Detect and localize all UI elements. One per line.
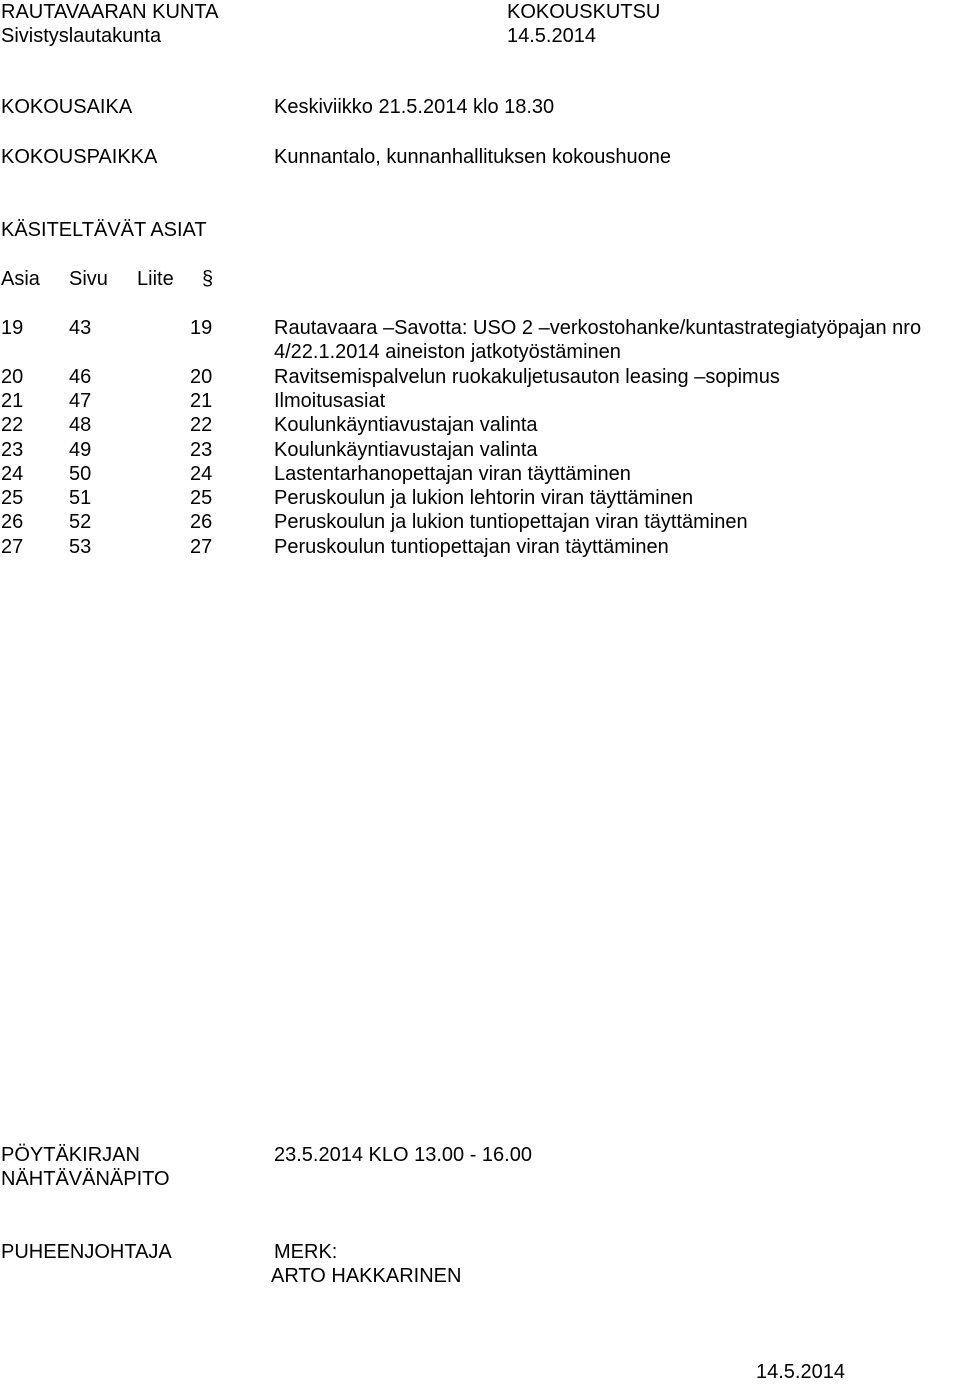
agenda-item-liite: 22 (190, 414, 213, 436)
agenda-item-sivu: 51 (69, 487, 92, 509)
agenda-column-headers (0, 267, 960, 291)
signatory-name: ARTO HAKKARINEN (271, 1265, 462, 1287)
agenda-item (0, 486, 960, 510)
meeting-time-label: KOKOUSAIKA (1, 96, 133, 118)
agenda-item-liite: 20 (190, 366, 213, 388)
agenda-item-asia: 21 (1, 390, 24, 412)
agenda-item-asia: 22 (1, 414, 24, 436)
agenda-item (0, 316, 960, 364)
agenda-item-title: Koulunkäyntiavustajan valinta (274, 439, 538, 461)
document-type: KOKOUSKUTSU (507, 1, 661, 23)
signature-label: MERK: (274, 1241, 338, 1263)
agenda-item-title: Peruskoulun tuntiopettajan viran täyttäminen (274, 536, 669, 558)
agenda-item-liite: 21 (190, 390, 213, 412)
agenda-item-title: Koulunkäyntiavustajan valinta (274, 414, 538, 436)
organization-name: RAUTAVAARAN KUNTA (1, 1, 219, 23)
agenda-item-asia: 19 (1, 317, 24, 339)
agenda-item-title: Lastentarhanopettajan viran täyttäminen (274, 463, 631, 485)
agenda-item-liite: 25 (190, 487, 213, 509)
agenda-item-asia: 26 (1, 511, 24, 533)
column-header-asia: Asia (1, 268, 40, 290)
agenda-item-sivu: 52 (69, 511, 92, 533)
column-header-section: § (202, 268, 214, 290)
department-name: Sivistyslautakunta (1, 25, 162, 47)
agenda-item-sivu: 50 (69, 463, 92, 485)
column-header-liite: Liite (137, 268, 174, 290)
agenda-item-title: Ravitsemispalvelun ruokakuljetusauton leasing –sopimus (274, 366, 780, 388)
agenda-item (0, 462, 960, 486)
meeting-time-value: Keskiviikko 21.5.2014 klo 18.30 (274, 96, 555, 118)
agenda-item-liite: 27 (190, 536, 213, 558)
agenda-item-asia: 23 (1, 439, 24, 461)
agenda-item-title-continued: 4/22.1.2014 aineiston jatkotyöstäminen (274, 341, 621, 363)
chairperson-label: PUHEENJOHTAJA (1, 1241, 172, 1263)
minutes-label-line2: NÄHTÄVÄNÄPITO (1, 1168, 170, 1190)
agenda-item-liite: 26 (190, 511, 213, 533)
agenda-item-sivu: 53 (69, 536, 92, 558)
agenda-item-sivu: 48 (69, 414, 92, 436)
agenda-item-sivu: 49 (69, 439, 92, 461)
agenda-item-title: Peruskoulun ja lukion tuntiopettajan viran täyttäminen (274, 511, 748, 533)
agenda-item-sivu: 43 (69, 317, 92, 339)
agenda-item-liite: 24 (190, 463, 213, 485)
agenda-item (0, 438, 960, 462)
page-footer-date: 14.5.2014 (756, 1361, 845, 1383)
agenda-item-title: Peruskoulun ja lukion lehtorin viran täyttäminen (274, 487, 694, 509)
agenda-heading: KÄSITELTÄVÄT ASIAT (1, 219, 207, 241)
agenda-item-asia: 25 (1, 487, 24, 509)
document-date: 14.5.2014 (507, 25, 596, 47)
agenda-item-sivu: 46 (69, 366, 92, 388)
agenda-item (0, 365, 960, 389)
agenda-item (0, 535, 960, 559)
agenda-item (0, 510, 960, 534)
meeting-place-value: Kunnantalo, kunnanhallituksen kokoushuone (274, 146, 671, 168)
agenda-item-liite: 23 (190, 439, 213, 461)
agenda-item-sivu: 47 (69, 390, 92, 412)
agenda-item-title: Rautavaara –Savotta: USO 2 –verkostohanke/kuntastrategiatyöpajan nro (274, 317, 922, 339)
meeting-place-label: KOKOUSPAIKKA (1, 146, 158, 168)
agenda-item-liite: 19 (190, 317, 213, 339)
agenda-item-asia: 20 (1, 366, 24, 388)
agenda-item (0, 413, 960, 437)
agenda-item-asia: 24 (1, 463, 24, 485)
agenda-item-title: Ilmoitusasiat (274, 390, 386, 412)
column-header-sivu: Sivu (69, 268, 108, 290)
agenda-item-asia: 27 (1, 536, 24, 558)
agenda-item (0, 389, 960, 413)
minutes-label-line1: PÖYTÄKIRJAN (1, 1144, 140, 1166)
minutes-viewing-time: 23.5.2014 KLO 13.00 - 16.00 (274, 1144, 532, 1166)
